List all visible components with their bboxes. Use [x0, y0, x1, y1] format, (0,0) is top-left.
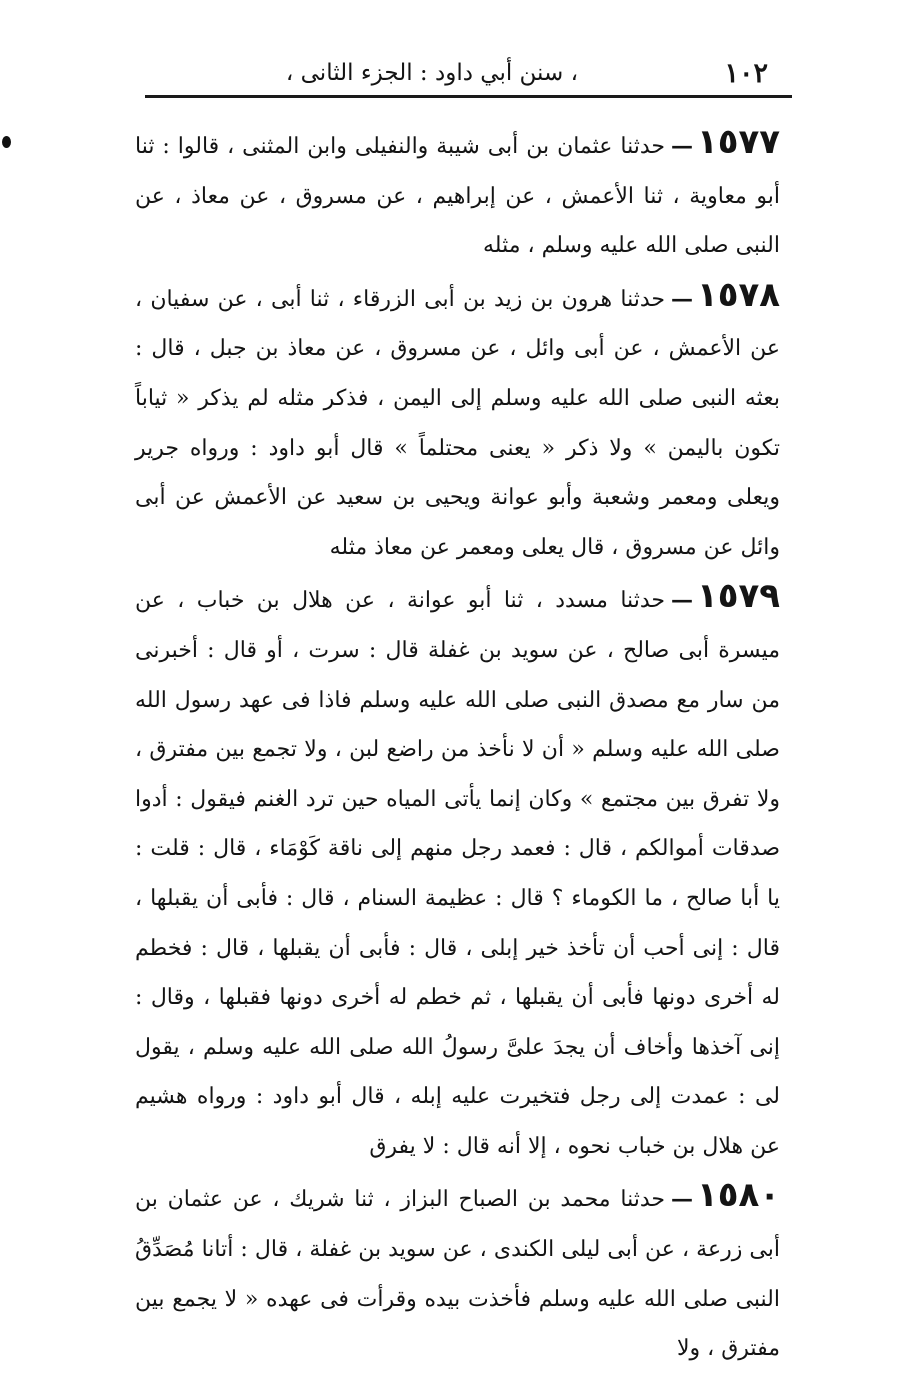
hadith-number: ١٥٨٠ [696, 1175, 780, 1216]
header-title: ، سنن أبي داود : الجزء الثانى ، [285, 60, 578, 86]
em-dash: — [670, 133, 693, 159]
hadith-number: ١٥٧٩ [696, 576, 780, 617]
em-dash: — [670, 285, 693, 312]
hadith-text: حدثنا هرون بن زيد بن أبى الزرقاء ، ثنا أبى ، عن سفيان ، عن الأعمش ، عن أبى وائل ، عن مسروق ، عن معاذ بن جبل ، قال : بعثه النبى صلى الله عليه وسلم إلى اليمن ، فذكر مثله لم يذكر « ثياباً تكون باليمن » ولا ذكر « يعنى محتلماً » قال أبو داود : ورواه جرير ويعلى ومعمر وشعبة وأبو عوانة ويحيى بن سعيد عن الأعمش عن أبى وائل عن مسروق ، قال يعلى ومعمر عن معاذ مثله [135, 286, 780, 560]
page-body [135, 118, 780, 1374]
em-dash: — [670, 587, 693, 614]
hadith-1577 [135, 118, 780, 271]
hadith-text: حدثنا مسدد ، ثنا أبو عوانة ، عن هلال بن خباب ، عن ميسرة أبى صالح ، عن سويد بن غفلة قال : سرت ، أو قال : أخبرنى من سار مع مصدق النبى صلى الله عليه وسلم فاذا فى عهد رسول الله صلى الله عليه وسلم « أن لا نأخذ من راضع لبن ، ولا تجمع بين مفترق ، ولا تفرق بين مجتمع » وكان إنما يأتى المياه حين ترد الغنم فيقول : أدوا صدقات أموالكم ، قال : فعمد رجل منهم إلى ناقة كَوْمَاء ، قال : قلت : يا أبا صالح ، ما الكوماء ؟ قال : عظيمة السنام ، قال : فأبى أن يقبلها ، قال : إنى أحب أن تأخذ خير إبلى ، قال : فأبى أن يقبلها ، قال : فخطم له أخرى دونها فأبى أن يقبلها ، ثم خطم له أخرى دونها فقبلها ، وقال : إنى آخذها وأخاف أن يجدَ علىَّ رسولُ الله صلى الله عليه وسلم ، يقول لى : عمدت إلى رجل فتخيرت عليه إبله ، قال أبو داود : ورواه هشيم عن هلال بن خباب نحوه ، إلا أنه قال : لا يفرق [135, 588, 780, 1159]
header-divider [145, 95, 792, 98]
em-dash: — [670, 1186, 693, 1213]
hadith-number: ١٥٧٨ [696, 274, 780, 315]
hadith-text: حدثنا عثمان بن أبى شيبة والنفيلى وابن المثنى ، قالوا : ثنا أبو معاوية ، ثنا الأعمش ، عن إبراهيم ، عن مسروق ، عن معاذ ، عن النبى صلى الله عليه وسلم ، مثله [135, 134, 780, 259]
hadith-1580 [135, 1171, 780, 1373]
page-number: ١٠٢ [724, 58, 768, 89]
margin-ink-dot [2, 136, 11, 148]
hadith-1578 [135, 271, 780, 573]
running-header [145, 52, 790, 92]
hadith-text: حدثنا محمد بن الصباح البزاز ، ثنا شريك ، عن عثمان بن أبى زرعة ، عن أبى ليلى الكندى ، عن سويد بن غفلة ، قال : أتانا مُصَدِّقُ النبى صلى الله عليه وسلم فأخذت بيده وقرأت فى عهده « لا يجمع بين مفترق ، ولا [135, 1187, 780, 1362]
hadith-1579 [135, 572, 780, 1171]
hadith-number: ١٥٧٧ [696, 122, 780, 162]
